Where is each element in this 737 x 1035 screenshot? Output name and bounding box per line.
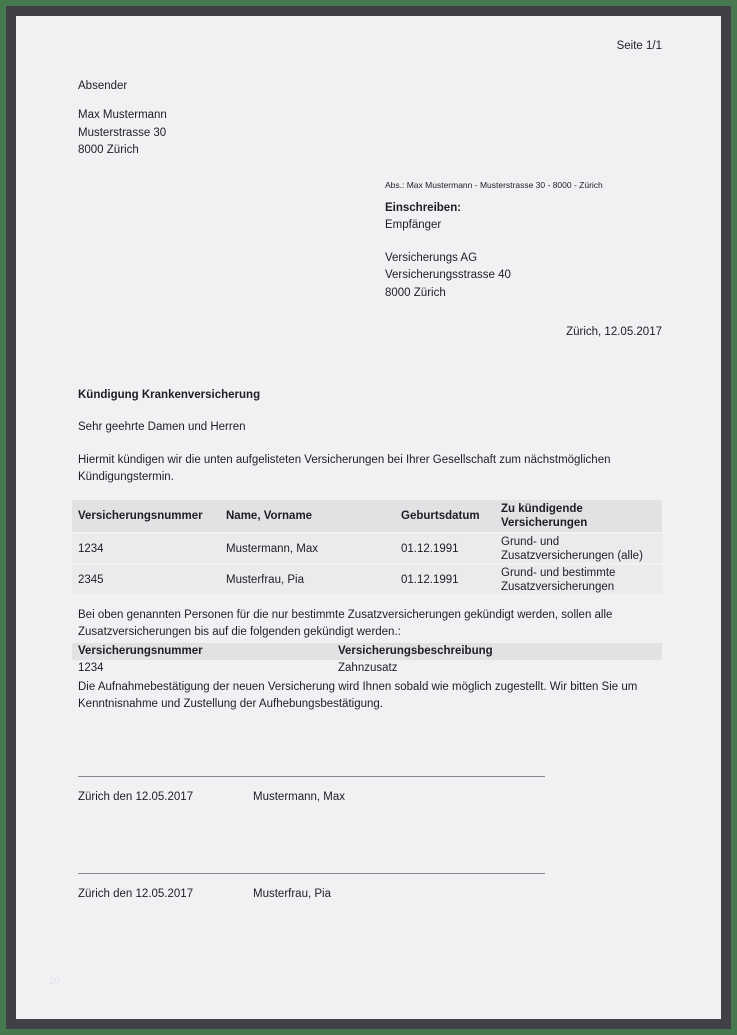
sender-return-line: Abs.: Max Mustermann - Musterstrasse 30 - 8000 - Zürich <box>385 179 603 190</box>
sender-address <box>78 107 662 160</box>
cell-policy-number: 1234 <box>72 532 220 563</box>
subject-line: Kündigung Krankenversicherung <box>78 389 261 401</box>
letter-page <box>16 16 721 1019</box>
cell-person-name: Musterfrau, Pia <box>220 563 395 594</box>
signature-name: Mustermann, Max <box>253 791 346 803</box>
table-row <box>72 532 662 563</box>
column-header-name-vorname: Name, Vorname <box>220 500 395 532</box>
signature-place-date: Zürich den 12.05.2017 <box>78 791 194 803</box>
column-header-versicherungsnummer: Versicherungsnummer <box>72 500 220 532</box>
watermark: 20 <box>49 976 61 987</box>
table-header-row <box>72 643 662 660</box>
signature-place-date: Zürich den 12.05.2017 <box>78 888 194 900</box>
signature-block <box>78 873 662 902</box>
sender-street: Musterstrasse 30 <box>78 126 167 139</box>
signature-line <box>78 776 545 777</box>
column-header-versicherungsnummer: Versicherungsnummer <box>72 643 332 660</box>
insurance-cancellation-table <box>72 500 662 594</box>
salutation: Sehr geehrte Damen und Herren <box>78 421 246 433</box>
cell-person-name: Mustermann, Max <box>220 532 395 563</box>
recipient-address <box>385 250 662 303</box>
recipient-block <box>385 180 662 303</box>
signature-row <box>78 887 662 902</box>
column-header-versicherungsbeschreibung: Versicherungsbeschreibung <box>332 643 662 660</box>
column-header-geburtsdatum: Geburtsdatum <box>395 500 495 532</box>
recipient-street: Versicherungsstrasse 40 <box>385 269 511 281</box>
cell-cancellation-scope: Grund- und bestimmte Zusatzversicherungen <box>495 563 662 594</box>
table-row <box>72 660 662 677</box>
recipient-company: Versicherungs AG <box>385 251 478 264</box>
signature-name: Musterfrau, Pia <box>253 888 331 900</box>
signature-block <box>78 776 662 805</box>
cell-policy-number: 1234 <box>78 662 104 674</box>
table-row <box>72 563 662 594</box>
paragraph-partial-cancellation: Bei oben genannten Personen für die nur bestimmte Zusatzversicherungen gekündigt werden, sollen alle Zusatzversicherungen bis auf die folgenden gekündigt werden.: <box>78 609 613 638</box>
page-inner-frame <box>6 6 731 1029</box>
sender-label: Absender <box>78 80 128 92</box>
delivery-method-label: Einschreiben: <box>385 201 462 214</box>
signature-row <box>78 790 662 805</box>
date-line: Zürich, 12.05.2017 <box>566 326 662 338</box>
cell-cancellation-scope: Grund- und Zusatzversicherungen (alle) <box>495 532 662 563</box>
column-header-zu-kuendigende: Zu kündigende Versicherungen <box>495 500 662 532</box>
sender-city: 8000 Zürich <box>78 144 139 156</box>
cell-birthdate: 01.12.1991 <box>395 532 495 563</box>
recipient-label: Empfänger <box>385 218 442 231</box>
sender-name: Max Mustermann <box>78 109 167 121</box>
paragraph-intro: Hiermit kündigen wir die unten aufgelisteten Versicherungen bei Ihrer Gesellschaft zum nächstmöglichen Kündigungstermin. <box>78 454 611 483</box>
cell-birthdate: 01.12.1991 <box>395 563 495 594</box>
kept-insurance-table <box>72 643 662 677</box>
signature-line <box>78 873 545 874</box>
cell-policy-number: 2345 <box>72 563 220 594</box>
cell-insurance-description: Zahnzusatz <box>338 662 398 674</box>
table-header-row <box>72 500 662 532</box>
paragraph-confirmation: Die Aufnahmebestätigung der neuen Versicherung wird Ihnen sobald wie möglich zugestellt. Wir bitten Sie um Kenntnisnahme und Zustellung der Aufhebungsbestätigung. <box>78 681 638 710</box>
recipient-city: 8000 Zürich <box>385 286 446 299</box>
page-number: Seite 1/1 <box>616 40 662 52</box>
